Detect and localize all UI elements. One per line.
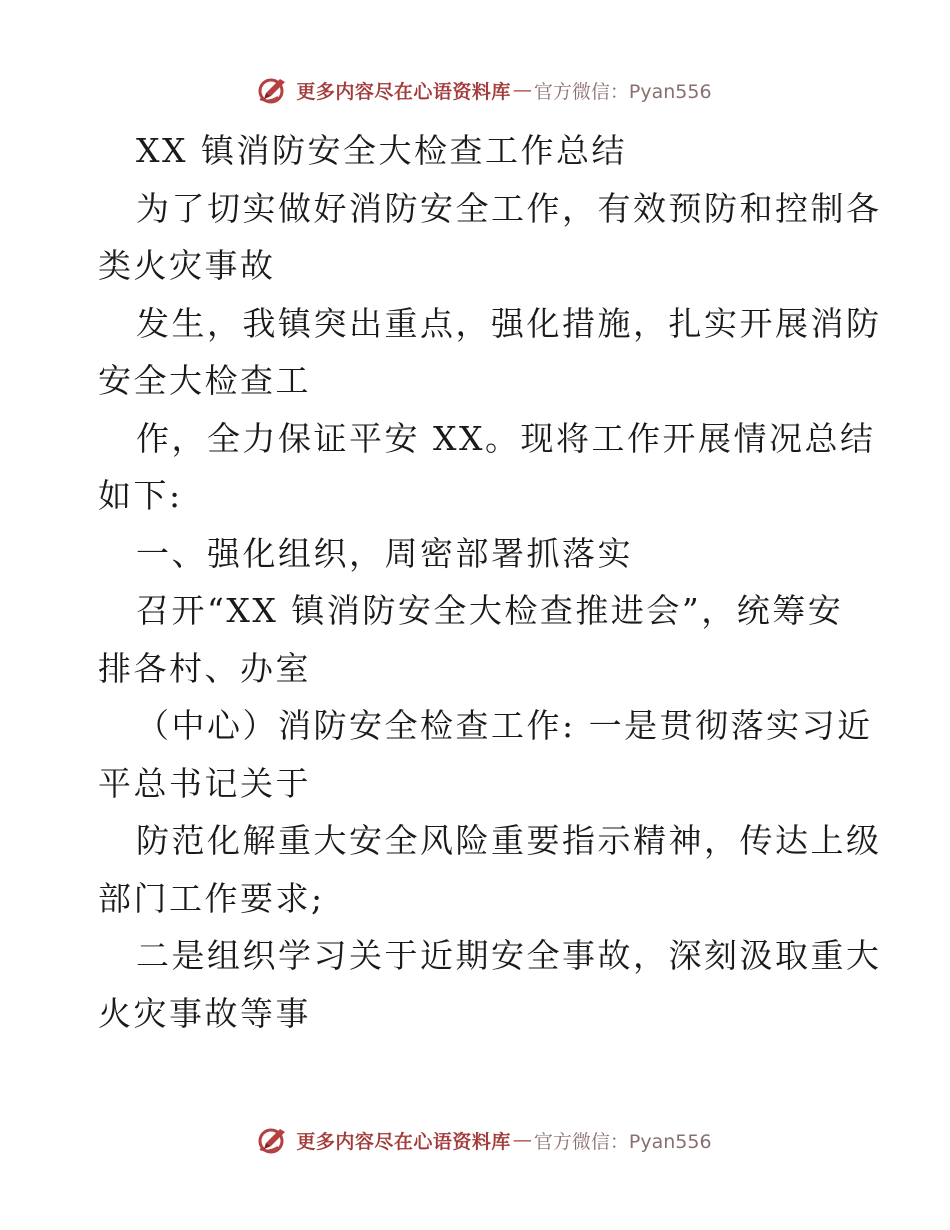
paragraph-line: 火灾事故等事 [98,993,311,1033]
banner-contact-text: 官方微信：Pyan556 [533,1130,712,1153]
paragraph-line: （中心）消防安全检查工作: 一是贯彻落实习近 [136,706,873,745]
banner-contact-text: 官方微信：Pyan556 [533,80,712,103]
paragraph-line: 类火灾事故 [98,246,276,285]
paragraph-line: 防范化解重大安全风险重要指示精神，传达上级 [136,821,882,860]
section-heading: 一、强化组织，周密部署抓落实 [136,533,633,573]
paragraph-line: 二是组织学习关于近期安全事故，深刻汲取重大 [136,936,882,975]
pen-logo-icon [256,73,292,107]
paragraph-line: 排各村、办室 [98,648,311,688]
paragraph-line: 召开“XX 镇消防安全大检查推进会”，统筹安 [136,591,844,630]
banner-content [256,73,711,107]
banner-site-text: 更多内容尽在心语资料库 [296,1130,511,1153]
paragraph-line: 如下: [98,476,183,515]
paragraph-line: 作，全力保证平安 XX。现将工作开展情况总结 [136,418,876,458]
paragraph-line: 为了切实做好消防安全工作，有效预防和控制各 [136,188,882,228]
banner-content [256,1123,711,1157]
document-title: XX 镇消防安全大检查工作总结 [136,131,627,170]
pen-logo-icon [256,1123,292,1157]
header-banner [0,70,950,110]
paragraph-line: 平总书记关于 [98,763,311,803]
footer-banner [0,1120,950,1160]
banner-site-text: 更多内容尽在心语资料库 [296,80,511,103]
banner-dash: — [512,79,532,101]
document-body [98,122,882,1042]
paragraph-line: 安全大检查工 [98,361,311,400]
paragraph-line: 部门工作要求; [98,878,325,918]
banner-dash: — [512,1129,532,1151]
paragraph-line: 发生，我镇突出重点，强化措施，扎实开展消防 [136,303,882,343]
